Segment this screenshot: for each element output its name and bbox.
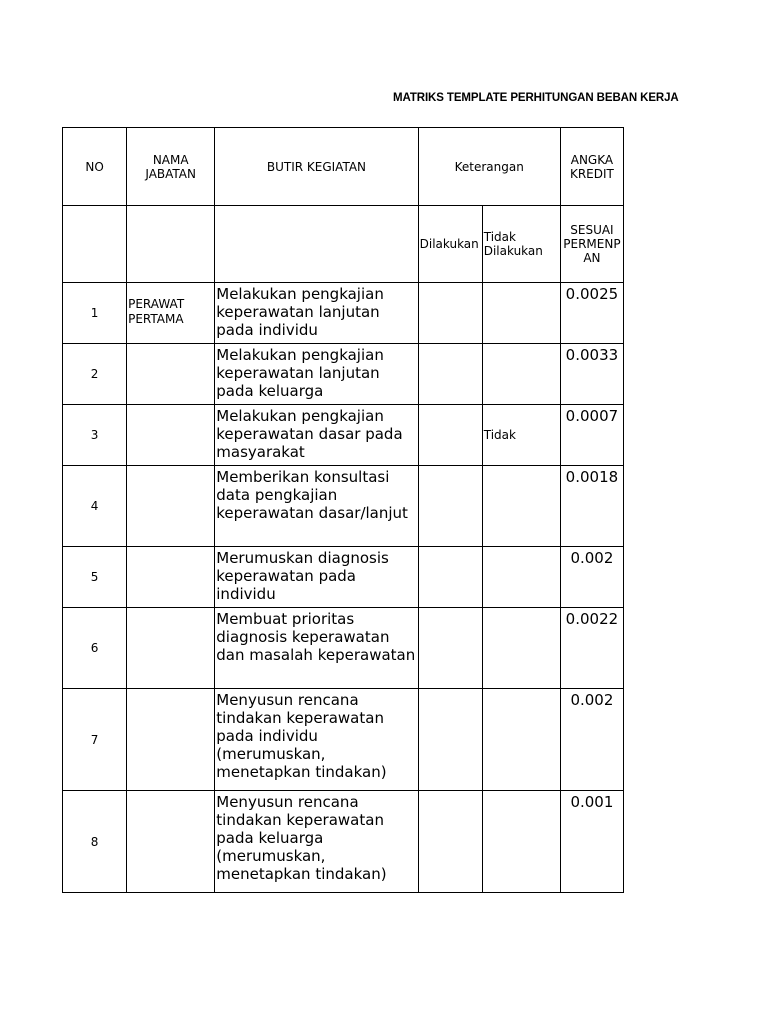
row-dilakukan: [418, 547, 482, 608]
row-angka-kredit: 0.0018: [560, 466, 623, 547]
row-angka-kredit: 0.0022: [560, 608, 623, 689]
table-row: [63, 466, 624, 547]
row-no: 2: [63, 344, 127, 405]
table-row: [63, 689, 624, 791]
row-tidak-dilakukan: [482, 283, 560, 344]
row-angka-kredit: 0.002: [560, 547, 623, 608]
row-butir-kegiatan: Melakukan pengkajian keperawatan lanjutan pada individu: [215, 283, 418, 344]
row-dilakukan: [418, 405, 482, 466]
row-dilakukan: [418, 608, 482, 689]
row-tidak-dilakukan: [482, 466, 560, 547]
row-jabatan: [127, 689, 215, 791]
subheader-empty-butir: [215, 206, 418, 283]
row-butir-kegiatan: Memberikan konsultasi data pengkajian keperawatan dasar/lanjut: [215, 466, 418, 547]
row-tidak-dilakukan: [482, 547, 560, 608]
row-butir-kegiatan: Menyusun rencana tindakan keperawatan pada keluarga (merumuskan, menetapkan tindakan): [215, 791, 418, 893]
row-tidak-dilakukan: [482, 791, 560, 893]
row-butir-kegiatan: Menyusun rencana tindakan keperawatan pada individu (merumuskan, menetapkan tindakan): [215, 689, 418, 791]
row-jabatan: [127, 791, 215, 893]
row-jabatan: [127, 608, 215, 689]
row-tidak-dilakukan: Tidak: [482, 405, 560, 466]
row-jabatan: [127, 547, 215, 608]
subheader-tidak-dilakukan: Tidak Dilakukan: [482, 206, 560, 283]
row-tidak-dilakukan: [482, 344, 560, 405]
row-no: 1: [63, 283, 127, 344]
header-row: [63, 128, 624, 206]
row-dilakukan: [418, 466, 482, 547]
row-butir-kegiatan: Melakukan pengkajian keperawatan dasar pada masyarakat: [215, 405, 418, 466]
row-dilakukan: [418, 791, 482, 893]
row-no: 8: [63, 791, 127, 893]
row-angka-kredit: 0.001: [560, 791, 623, 893]
header-butir-kegiatan: BUTIR KEGIATAN: [215, 128, 418, 206]
subheader-empty-jabatan: [127, 206, 215, 283]
row-dilakukan: [418, 689, 482, 791]
page-title: MATRIKS TEMPLATE PERHITUNGAN BEBAN KERJA: [393, 92, 679, 104]
row-jabatan: [127, 405, 215, 466]
matrix-table: [62, 127, 624, 893]
header-no: NO: [63, 128, 127, 206]
table-row: [63, 344, 624, 405]
table-row: [63, 791, 624, 893]
row-no: 6: [63, 608, 127, 689]
row-butir-kegiatan: Membuat prioritas diagnosis keperawatan dan masalah keperawatan: [215, 608, 418, 689]
row-angka-kredit: 0.0025: [560, 283, 623, 344]
table-row: [63, 608, 624, 689]
row-jabatan: PERAWAT PERTAMA: [127, 283, 215, 344]
row-no: 3: [63, 405, 127, 466]
header-keterangan: Keterangan: [418, 128, 560, 206]
row-angka-kredit: 0.0007: [560, 405, 623, 466]
subheader-empty-no: [63, 206, 127, 283]
header-angka-kredit: ANGKA KREDIT: [560, 128, 623, 206]
subheader-sesuai-permenpan: SESUAI PERMENP AN: [560, 206, 623, 283]
table-row: [63, 283, 624, 344]
row-tidak-dilakukan: [482, 689, 560, 791]
subheader-dilakukan: Dilakukan: [418, 206, 482, 283]
row-no: 5: [63, 547, 127, 608]
row-jabatan: [127, 466, 215, 547]
row-jabatan: [127, 344, 215, 405]
subheader-row: [63, 206, 624, 283]
table-body: [63, 283, 624, 893]
row-angka-kredit: 0.0033: [560, 344, 623, 405]
row-dilakukan: [418, 283, 482, 344]
row-no: 7: [63, 689, 127, 791]
table-row: [63, 405, 624, 466]
table-row: [63, 547, 624, 608]
row-butir-kegiatan: Melakukan pengkajian keperawatan lanjutan pada keluarga: [215, 344, 418, 405]
row-dilakukan: [418, 344, 482, 405]
header-nama-jabatan: NAMA JABATAN: [127, 128, 215, 206]
row-tidak-dilakukan: [482, 608, 560, 689]
row-butir-kegiatan: Merumuskan diagnosis keperawatan pada individu: [215, 547, 418, 608]
row-angka-kredit: 0.002: [560, 689, 623, 791]
row-no: 4: [63, 466, 127, 547]
